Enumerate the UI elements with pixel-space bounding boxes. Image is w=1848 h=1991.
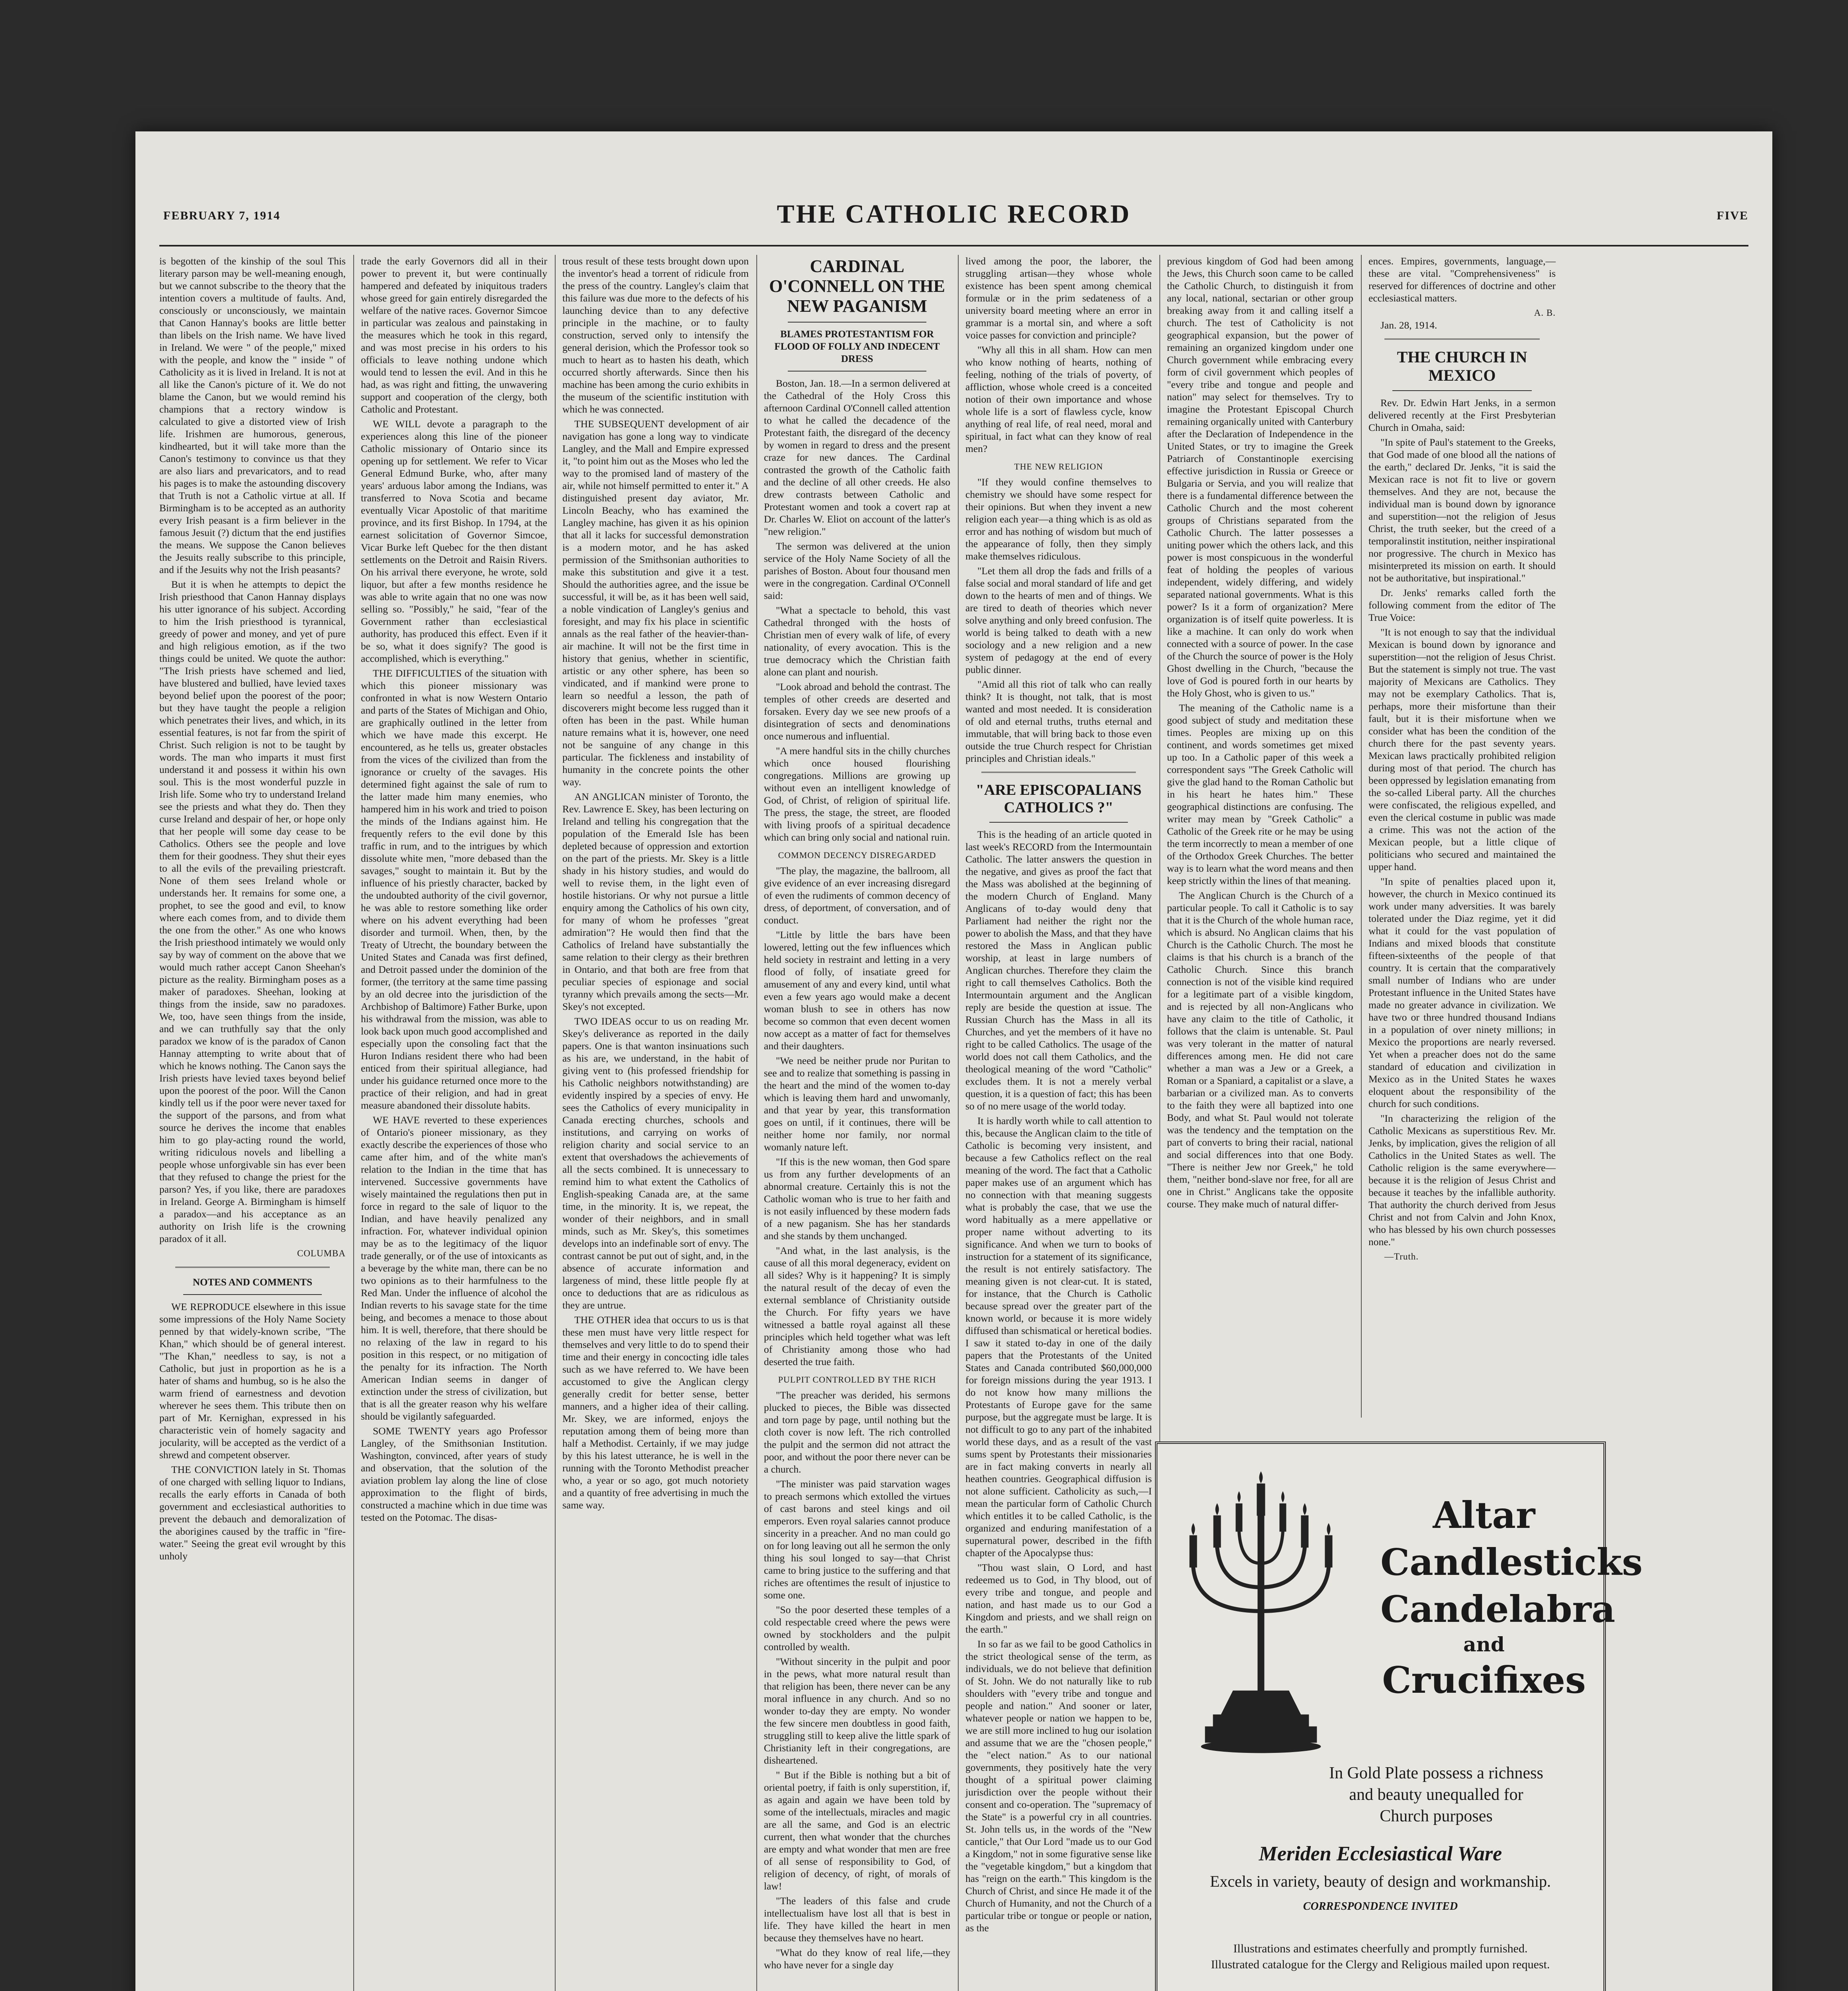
column-separator (1361, 255, 1362, 1418)
article-paragraph: Boston, Jan. 18.—In a sermon delivered at the Cathedral of the Holy Cross this afternoon Cardinal O'Connell called attention to what he called the decadence of the Protestant faith, the disregard of the decency by women in regard to dress and the present craze for new dances. The Cardinal contrasted the growth of the Catholic faith and the decline of all other creeds. He also drew contrasts between Catholic and Protestant women and took a covert rap at Dr. Charles W. Eliot on account of the latter's "new religion." (764, 377, 950, 537)
article-paragraph: "So the poor deserted these temples of a cold respectable creed where the pews were owned by stockholders and the pulpit controlled by wealth. (764, 1604, 950, 1653)
ad-line: and beauty unequalled for (1349, 1786, 1523, 1804)
article-paragraph: "What do they know of real life,—they who have never for a single day (764, 1947, 950, 1971)
signature: COLUMBA (297, 1248, 346, 1258)
article-paragraph: "Let them all drop the fads and frills of a false social and moral standard of life and get down to the hearts of men and of things. We are tired to death of theories which never solve anything and only breed confusion. The world is being talked to death with a new sociology and a new religion and a new system of pedagogy at the end of every public dinner. (965, 565, 1152, 675)
article-paragraph: "We need be neither prude nor Puritan to see and to realize that something is passing in the heart and the mind of the women to-day which is leaving them hard and unwomanly, and that year by year, this transformation goes on until, if it continues, there will be neither home nor family, nor normal womanly nature left. (764, 1055, 950, 1153)
ad-line: Church purposes (1380, 1807, 1493, 1825)
article-paragraph: WE REPRODUCE elsewhere in this issue some impressions of the Holy Name Society penned by that widely-known scribe, "The Khan," which should be of general interest. "The Khan," needless to say, is not a Catholic, but just in proportion as he is a hater of shams and humbug, so is he also the warm friend of earnestness and devotion wherever he sees them. This tribute then on part of Mr. Kernighan, expressed in his characteristic vein of homely sagacity and jocularity, will be accepted as the verdict of a shrewd and competent observer. (159, 1301, 346, 1461)
article-paragraph: THE OTHER idea that occurs to us is that these men must have very little respect for themselves and very little to do to spend their time and their energy in concocting idle tales such as we have referred to. We have been accustomed to give the Anglican clergy generally credit for better sense, better manners, and a higher idea of their calling. Mr. Skey, we are informed, enjoys the reputation among them of being more than half a Methodist. Certainly, if we may judge by this his latest utterance, he is well in the running with the Toronto Methodist preacher who, a year or so ago, got much notoriety and a quantity of free advertising in much the same way. (562, 1314, 749, 1511)
article-paragraph: The sermon was delivered at the union service of the Holy Name Society of all the parishes of Boston. About four thousand men were in the congregation. Cardinal O'Connell said: (764, 540, 950, 601)
issue-date: FEBRUARY 7, 1914 (163, 209, 281, 222)
divider (1384, 338, 1540, 341)
divider (788, 322, 926, 323)
column-separator (958, 255, 959, 1991)
column-7 (1368, 255, 1556, 1418)
article-paragraph: previous kingdom of God had been among the Jews, this Church soon came to be called the Catholic Church, to distinguish it from any local, national, sectarian or other group breaking away from it and calling itself a church. The test of Catholicity is not geographical expansion, but the power of remaining an organized kingdom under one Church government while embracing every form of civil government which peoples of "every tribe and tongue and people and nation" may select for themselves. Try to imagine the Protestant Episcopal Church remaining organically united with Canterbury after the Declaration of Independence in the United States, or try to imagine the Greek Patriarch of Constantinople exercising effective jurisdiction in Russia or Greece or Bulgaria or Servia, and you will realize that there is a fundamental difference between the Catholic Church and the most coherent groups of Christians separated from the Catholic Church. The latter possesses a uniting power which the others lack, and this power is most conspicuous in the wonderful feat of holding the peoples of various independent, widely differing, and widely separated national governments. What is this power? Is it a form of organization? Mere organization is of itself quite powerless. It is like a machine. It can only do work when connected with a source of power. In the case of the Church the source of power is the Holy Ghost dwelling in the Church, "because the love of God is poured forth in our hearts by the Holy Ghost, who is given to us." (1167, 255, 1353, 699)
column-5 (965, 255, 1152, 1991)
article-paragraph: Rev. Dr. Edwin Hart Jenks, in a sermon delivered recently at the First Presbyterian Church in Omaha, said: (1368, 397, 1556, 433)
divider (175, 1267, 330, 1269)
article-paragraph: is begotten of the kinship of the soul This literary parson may be well-meaning enough, but we cannot subscribe to the theory that the intention covers a multitude of faults. And, consciously or unconsciously, we maintain that Canon Hannay's books are little better than libels on the Irish name. We have lived in Ireland. We were " of the people," mixed with the people, and know the " inside " of Catholicity as it is lived in Ireland. It is not at all like the Canon's picture of it. We do not blame the Canon, but we would remind his champions that a rectory window is calculated to give a distorted view of Irish life. Irishmen are humorous, generous, kindhearted, but it will take more than the Canon's testimony to convince us that they are also liars and prevaricators, and to read his pages is to make the astounding discovery that Truth is not a Catholic virtue at all. If Birmingham is to be accepted as an authority every Irish peasant is a firm believer in the famous Jesuit (?) dictum that the end justifies the means. We suppose the Canon believes the Jesuits really subscribe to this principle, and if the Jesuits why not the Irish peasants? (159, 255, 346, 575)
headline: THE CHURCH IN MEXICO (1397, 348, 1527, 384)
subheadline: BLAMES PROTESTANTISM FOR FLOOD OF FOLLY AND INDECENT DRESS (774, 329, 940, 364)
article-paragraph: "The play, the magazine, the ballroom, all give evidence of an ever increasing disregard of even the rudiments of common decency of dress, of deportment, of conversation, and of conduct. (764, 865, 950, 926)
section-heading: NOTES AND COMMENTS (192, 1277, 313, 1288)
article-paragraph: "In characterizing the religion of the Catholic Mexicans as superstitious Rev. Mr. Jenks, by implication, gives the religion of all Catholics in the United States as well. The Catholic religion is the same everywhere—because it is the religion of Jesus Christ and because it teaches by the infallible authority. That authority the church derived from Jesus Christ and not from Calvin and John Knox, who has blessed by his own church possesses none." (1368, 1113, 1556, 1248)
divider (981, 772, 1136, 774)
divider (1392, 390, 1532, 391)
ad-line: CORRESPONDENCE INVITED (1303, 1900, 1458, 1913)
ad-line: Illustrations and estimates cheerfully and promptly furnished. (1233, 1942, 1528, 1955)
article-paragraph: "It is not enough to say that the individual Mexican is bound down by ignorance and superstition—not the religion of Jesus Christ. But the statement is simply not true. The vast majority of Mexicans are Catholics. They may not be exemplary Catholics. That is, perhaps, more their misfortune than their fault, but it is their misfortune when we consider what has been the condition of the church there for the past seventy years. Mexican laws practically prohibited religion during most of that period. The church has been oppressed by legislation emanating from the so-called Liberal party. All the churches were confiscated, the religious expelled, and even the clerical costume in public was made a crime. This was not the action of the Mexican people, but a little clique of politicians who secured and maintained the upper hand. (1368, 626, 1556, 872)
article-paragraph: "Amid all this riot of talk who can really think? It is thought, not talk, that is most wanted and most needed. It is consideration of old and eternal truths, truths eternal and immutable, that will bring back to those even outside the true Church respect for Christian principles and Christian ideals." (965, 679, 1152, 764)
ad-headline (1380, 1492, 1643, 1703)
ad-line: In Gold Plate possess a richness (1329, 1764, 1543, 1782)
article-paragraph: " But if the Bible is nothing but a bit of oriental poetry, if faith is only superstition, if, as again and again we have been told by some of the intellectuals, miracles and magic are all the same, and God is an electric current, then what wonder that the churches are empty and what wonder that men are free of all sense of responsibility to God, of religion of decency, of right, of morals of law! (764, 1769, 950, 1892)
column-4 (764, 255, 950, 1991)
ad-body (1277, 1762, 1595, 1827)
article-paragraph: "Without sincerity in the pulpit and poor in the pews, what more natural result than that religion has been, there never can be any moral influence in any church. And so no wonder to-day they are empty. No wonder the few sincere men doubtless in good faith, struggling still to keep alive the little spark of Christianity left in their congregations, are disheartened. (764, 1656, 950, 1766)
masthead-rule (159, 245, 1748, 246)
newspaper-title: THE CATHOLIC RECORD (777, 199, 1131, 229)
ad-details (1157, 1842, 1603, 1991)
article-paragraph: "A mere handful sits in the chilly churches which once housed flourishing congregations. Millions are growing up without even an intelligent knowledge of God, of Christ, of religion of spiritual life. The press, the stage, the street, are flooded with living proofs of a spiritual decadence which can bring only social and national ruin. (764, 745, 950, 843)
column-2 (361, 255, 547, 1991)
article-paragraph: SOME TWENTY years ago Professor Langley, of the Smithsonian Institution. Washington, convinced, after years of study and observation, that the solution of the aviation problem lay along the line of close approximation to the flight of birds, constructed a machine which in due time was tested on the Potomac. The disas- (361, 1425, 547, 1523)
article-paragraph: "Little by little the bars have been lowered, letting out the few influences which held society in restraint and letting in a very flood of folly, of insatiate greed for amusement of any and every kind, until what even a few years ago would make a decent woman blush to see in others has now become so common that even decent women now accept as a matter of fact for themselves and their daughters. (764, 929, 950, 1052)
article-paragraph: Dr. Jenks' remarks called forth the following comment from the editor of The True Voice: (1368, 587, 1556, 623)
ad-word: Candelabra (1380, 1588, 1615, 1631)
article-paragraph: "In spite of penalties placed upon it, however, the church in Mexico continued its work under many adversities. It was barely tolerated under the Diaz regime, yet it did what it could for the vast population of Indians and mixed bloods that constitute fifteen-sixteenths of the people of that country. It is certain that the comparatively small number of Indians who are under Protestant influence in the United States have made no greater advance in civilization. We have two or three hundred thousand Indians in a population of over ninety millions; in Mexico the proportions are nearly reversed. Yet when a preacher does not do the same standard of education and civilization in Mexico as in the United States he waxes eloquent about the responsibility of the church for such conditions. (1368, 876, 1556, 1109)
headline: "ARE EPISCOPALIANS CATHOLICS ?" (975, 782, 1142, 816)
article-paragraph: It is hardly worth while to call attention to this, because the Anglican claim to the title of Catholic is becoming very insistent, and because a few Catholics reflect on the real meaning of the word. The fact that a Catholic paper makes use of an argument which has no connection with that meaning suggests what is probably the case, that we use the word habitually as a mere appellative or proper name without adverting to its significance. And when we turn to books of instruction for a statement of its significance, the result is not entirely satisfactory. The meaning given is not clear-cut. It is stated, for instance, that the Church is Catholic because spread over the greater part of the known world, or because it is more widely diffused than schismatical or heretical bodies. I saw it stated to-day in one of the daily papers that the Protestants of the United States and Canada contributed $60,000,000 for foreign missions during the year 1913. I do not know how many millions the Protestants of Europe gave for the same purpose, but the aggregate must be large. It is not difficult to go to any part of the inhabited world these days, and as a result of the vast sums spent by Protestants their missionaries are in fact making converts in nearly all heathen countries. Geographical diffusion is not alone sufficient. Catholicity as such,—I mean the particular form of Catholic Church which entitles it to be called Catholic, is the organized and enduring manifestation of a supernatural power, described in the fifth chapter of the Apocalypse thus: (965, 1115, 1152, 1559)
article-paragraph: trous result of these tests brought down upon the inventor's head a torrent of ridicule from the press of the country. Langley's claim that this failure was due more to the defects of his launching device than to any defective principle in the machine, or to faulty construction, served only to intensify the general derision, which the Professor took so much to heart as to hasten his death, which occurred shortly afterwards. Since then his machine has been among the curio exhibits in the museum of the scientific institution with which he was connected. (562, 255, 749, 415)
article-paragraph: lived among the poor, the laborer, the struggling artisan—they whose whole existence has been spent among chemical formulæ or in the prim sedateness of a university board meeting where an error in grammar is a mortal sin, and where a soft voice passes for conviction and principle? (965, 255, 1152, 341)
article-paragraph: "In spite of Paul's statement to the Greeks, that God made of one blood all the nations of the earth," declared Dr. Jenks, "it is said the Mexican race is not fit to live or govern themselves. And they are not, because the individual man is bound down by ignorance and superstition—not the religion of Jesus Christ, the truth seeker, but the creed of a temporalinstit institution, neither inspirational nor progressive. The church in Mexico has misinterpreted its mission on earth. It should not be authoritative, but inspirational." (1368, 436, 1556, 584)
candelabra-illustration (1173, 1468, 1349, 1770)
article-paragraph: The Anglican Church is the Church of a particular people. To call it Catholic is to say that it is the Church of the whole human race, which is absurd. No Anglican claims that his Church is the Catholic Church. The most he claims is that his church is a branch of the Catholic Church. Since this branch connection is not of the visible kind required for a legitimate part of a visible kingdom, and is rejected by all non-Anglicans who have any claim to the title of Catholic, it follows that the claim is untenable. St. Paul was very tolerant in the matter of natural differences among men. He did not care whether a man was a Jew or a Greek, a Roman or a Spaniard, a capitalist or a slave, a barbarian or a civilized man. As to converts to the faith they were all baptized into one Body, and what St. Paul would not tolerate was the tendency and the temptation on the part of converts to bring their racial, national and social differences into that one Body. "There is neither Jew nor Greek," he told them, "neither bond-slave nor free, for all are one in Christ." Anglicans take the opposite course. They make much of natural differ- (1167, 890, 1353, 1210)
column-1 (159, 255, 346, 1991)
headline: CARDINAL O'CONNELL ON THE NEW PAGANISM (769, 256, 945, 316)
article-paragraph: "If they would confine themselves to chemistry we should have some respect for their opinions. But when they invent a new religion each year—a thing which is as old as error and has nothing of wisdom but much of the appearance of folly, then they simply make themselves ridiculous. (965, 476, 1152, 562)
article-paragraph: WE HAVE reverted to these experiences of Ontario's pioneer missionary, as they exactly describe the experiences of those who came after him, and of the white man's relation to the Indian in the time that has intervened. Successive governments have wisely maintained the regulations then put in force in regard to the sale of liquor to the Indian, and have heavily penalized any infraction. For, whatever individual opinion may be as to the legitimacy of the liquor trade generally, or of the use of intoxicants as a beverage by the white man, there can be no two opinions as to their harmfulness to the Red Man. Under the influence of alcohol the Indian reverts to his savage state for the time being, and becomes a menace to those about him. It is well, therefore, that there should be no relaxing of the law in regard to his position in this respect, or no mitigation of the penalty for its infraction. The North American Indian seems in danger of extinction under the stress of civilization, but that is all the greater reason why his welfare should be vigilantly safeguarded. (361, 1114, 547, 1422)
section-label: THE NEW RELIGION (1014, 462, 1103, 471)
article-paragraph: THE DIFFICULTIES of the situation with which this pioneer missionary was confronted in what is now Western Ontario and parts of the States of Michigan and Ohio, are graphically outlined in the letter from which we have made this excerpt. He encountered, as he tells us, greater obstacles from the vices of the civilized than from the ignorance or cruelty of the savages. His determined fight against the sale of rum to the latter made him many enemies, who hampered him in his work and tried to poison the minds of the Indians against him. He frequently refers to the evil done by this traffic in rum, and to the intrigues by which dissolute white men, "more debased than the savages," sought to maintain it. But by the influence of his priestly character, backed by the undoubted authority of the civil governor, he was able to restore something like order where on his advent everything had been disorder and turmoil. When, then, by the Treaty of Utrecht, the boundary between the United States and Canada was first defined, and Detroit passed under the dominion of the former, (the territory at the same time passing by an old decree into the jurisdiction of the Archbishop of Baltimore) Father Burke, upon his withdrawal from the mission, was able to look back upon much good accomplished and especially upon the consoling fact that the Huron Indians resident there who had been enticed from their spiritual allegiance, had under his guidance returned once more to the practice of their religion, and had in great measure abandoned their dissolute habits. (361, 667, 547, 1111)
article-paragraph: WE WILL devote a paragraph to the experiences along this line of the pioneer Catholic missionary of Ontario since its opening up for settlement. We refer to Vicar General Edmund Burke, who, after many years' arduous labor among the Indians, was transferred to Nova Scotia and became eventually Vicar Apostolic of that maritime province, and its first Bishop. In 1794, at the earnest solicitation of Governor Simcoe, Vicar Burke left Quebec for the then distant settlements on the Detroit and Raisin Rivers. On his arrival there everyone, he wrote, sold liquor, but after a few months residence he was able to write again that no one was now selling so. "Possibly," he said, "fear of the Government rather than ecclesiastical authority, has produced this effect. Even if it be so, what it does signify? The good is accomplished, which is everything." (361, 418, 547, 664)
article-paragraph: AN ANGLICAN minister of Toronto, the Rev. Lawrence E. Skey, has been lecturing on Ireland and telling his congregation that the population of the Emerald Isle has been depleted because of oppression and extortion on the part of the priests. Mr. Skey is a little shady in his history studies, and would do well to revise them, in the light even of hostile historians. Or why not pursue a little enquiry among the Catholics of his own city, for many of whom he professes "great admiration"? He would then find that the Catholics of Ireland have substantially the same relation to their clergy as their brethren in Ontario, and that both are free from that peculiar species of espionage and social tyranny which prevails among the sects—Mr. Skey's not excepted. (562, 791, 749, 1012)
article-paragraph: TWO IDEAS occur to us on reading Mr. Skey's deliverance as reported in the daily papers. One is that wanton insinuations such as his are, we understand, in the habit of giving vent to (his professed friendship for his Catholic neighbors notwithstanding) are evidently inspired by a species of envy. He sees the Catholics of every municipality in Canada erecting churches, schools and institutions, and carrying on works of religion charity and social service to an extent that overshadows the achievements of all the sects combined. It is unnecessary to remind him to what extent the Catholics of English-speaking Canada are, at the same time, in the minority. It is, we repeat, the wonder of their neighbors, and in small minds, such as Mr. Skey's, this sometimes develops into an indefinable sort of envy. The contrast cannot be put out of sight, and, in the absence of accurate information and largeness of mind, these little people fly at once to deductions that are as ridiculous as they are untrue. (562, 1015, 749, 1311)
article-paragraph: "What a spectacle to behold, this vast Cathedral thronged with the hosts of Christian men of every walk of life, of every nationality, of every avocation. This is the true democracy which the Christian faith alone can plant and nourish. (764, 604, 950, 678)
article-paragraph: In so far as we fail to be good Catholics in the strict theological sense of the term, as individuals, we do not believe that definition of St. John. We do not naturally like to rub shoulders with "every tribe and tongue and people and nation." And sooner or later, whatever people or nation we happen to be, we are still more inclined to hug our isolation and assume that we are the "chosen people," the "elect nation." As to our national governments, they positively hate the very thought of a spiritual power claiming jurisdiction over the people without their consent and co-operation. The "supremacy of the State" is a powerful cry in all countries. St. John tells us, in the words of the "New canticle," that Our Lord "made us to our God a Kingdom," not in some figurative sense like the "vegetable kingdom," but a kingdom that has "reign on the earth." This kingdom is the Church of Christ, and since He made it of the Church of Humanity, and not the Church of a particular tribe or tongue or people or nation, as the (965, 1638, 1152, 1934)
section-label: PULPIT CONTROLLED BY THE RICH (778, 1375, 936, 1385)
source-credit: —Truth. (1384, 1252, 1419, 1261)
column-separator (756, 255, 757, 1991)
dateline: Jan. 28, 1914. (1380, 319, 1437, 331)
section-label: COMMON DECENCY DISREGARDED (778, 850, 936, 860)
article-paragraph: The meaning of the Catholic name is a good subject of study and meditation these times. Peoples are mixing up on this continent, and words sometimes get mixed up too. In a Catholic paper of this week a correspondent says "The Greek Catholic will give the glad hand to the Roman Catholic but in his heart he hates him." These geographical distinctions are confusing. The writer may mean by "Greek Catholic" a Catholic of the Greek rite or he may be using the term incorrectly to mean a member of one of the Orthodox Greek Churches. The better way is to learn what the word means and then keep strictly within the lines of that meaning. (1167, 702, 1353, 886)
divider (788, 371, 926, 372)
divider (989, 822, 1128, 823)
article-paragraph: "And what, in the last analysis, is the cause of all this moral degeneracy, evident on all sides? Why is it happening? It is simply the natural result of the decay of even the external semblance of Christianity outside the Church. For fifty years we have witnessed a battle royal against all these principles which held together what was left of Christianity among those who had deserted the true faith. (764, 1245, 950, 1367)
candlesticks-advertisement (1155, 1441, 1643, 1991)
ad-word: Altar (1433, 1494, 1535, 1537)
article-paragraph: "Why all this in all sham. How can men who know nothing of hearts, nothing of feeling, nothing of the trials of poverty, of affliction, whose whole creed is a conceited notion of their own importance and whose whole life is a sort of flawless cycle, know anything of real life, of real need, moral and spiritual, in fact what can they know of real men? (965, 344, 1152, 454)
article-paragraph: "The minister was paid starvation wages to preach sermons which extolled the virtues of cast barons and steel kings and oil emperors. Even royal salaries cannot produce sincerity in a preacher. And no man could go on for long leaving out all he sermon the only thing his soul longed to say—that Christ came to bring justice to the suffering and that riches are oftentimes the result of injustice to some one. (764, 1478, 950, 1601)
article-paragraph: "The preacher was derided, his sermons plucked to pieces, the Bible was dissected and torn page by page, until nothing but the cloth cover is now left. The rich controlled the pulpit and the sermon did not attract the poor, and without the poor there never can be a church. (764, 1389, 950, 1475)
divider (183, 1294, 322, 1295)
article-paragraph: THE SUBSEQUENT development of air navigation has gone a long way to vindicate Langley, and the Mall and Empire expressed it, "to point him out as the Moses who led the way to the promised land of mastery of the air, while not himself permitted to enter it." A distinguished present day aviator, Mr. Lincoln Beachy, who has examined the Langley machine, has given it as his opinion that all it lacks for successful demonstration is a modern motor, and he has asked permission of the Smithsonian authorities to make this substitution and give it a test. Should the authorities agree, and the issue be successful, it will be, as it has been well said, a noble vindication of Langley's genius and foresight, and may fix his place in scientific annals as the real father of the heavier-than-air machine. It will not be the first time in history that genius, whether in scientific, artistic or any other sphere, has been so vindicated, and if mankind were prone to learn so needful a lesson, the path of discoverers might become less rugged than it often has been in the past. While human nature remains what it is, however, one need not be sanguine of any change in this particular. The fickleness and instability of humanity in the concrete points the other way. (562, 418, 749, 788)
column-3 (562, 255, 749, 1991)
article-paragraph: "Look abroad and behold the contrast. The temples of other creeds are deserted and forsaken. Every day we see new proofs of a disintegration of sects and denominations once numerous and influential. (764, 681, 950, 742)
article-paragraph: "Thou wast slain, O Lord, and hast redeemed us to God, in Thy blood, out of every tribe and tongue, and people and nation, and hast made us to our God a Kingdom and priests, and we shall reign on the earth." (965, 1562, 1152, 1635)
article-paragraph: ences. Empires, governments, language,—these are vital. "Comprehensiveness" is reserved for differences of doctrine and other ecclesiastical matters. (1368, 255, 1556, 304)
newspaper-page (135, 131, 1772, 1991)
article-paragraph: trade the early Governors did all in their power to prevent it, but were continually hampered and defeated by iniquitous traders whose greed for gain entirely disregarded the welfare of the native races. Governor Simcoe in particular was zealous and painstaking in the measures which he took in this regard, and was most precise in his orders to his officials to leave nothing undone which would tend to lessen the evil. And in this he had, as was right and fitting, the unwavering support and cooperation of the clergy, both Catholic and Protestant. (361, 255, 547, 415)
ad-word: Candlesticks (1380, 1541, 1643, 1584)
article-paragraph: "If this is the new woman, then God spare us from any further developments of an abnormal creature. Certainly this is not the Catholic woman who is true to her faith and is not easily influenced by these modern fads of a new paganism. She has her standards and she stands by them unchanged. (764, 1156, 950, 1242)
ad-line: Illustrated catalogue for the Clergy and Religious mailed upon request. (1211, 1958, 1550, 1971)
article-paragraph: THE CONVICTION lately in St. Thomas of one charged with selling liquor to Indians, recalls the early efforts in Canada of both government and ecclesiastical authorities to prevent the debauch and demoralization of the aborigines caused by the traffic in "fire-water." Seeing the great evil wrought by this unholy (159, 1464, 346, 1562)
masthead (135, 191, 1772, 239)
article-paragraph: "The leaders of this false and crude intellectualism have lost all that is best in life. They have killed the heart in men because they themselves have no heart. (764, 1895, 950, 1944)
ad-word: Crucifixes (1382, 1659, 1586, 1702)
article-paragraph: This is the heading of an article quoted in last week's RECORD from the Intermountain Catholic. The latter answers the question in the negative, and gives as proof the fact that the Mass was abolished at the beginning of the modern Church of England. Many Anglicans of to-day would deny that Parliament had neither the right nor the power to abolish the Mass, and that they have restored the Mass in Anglican public worship, at least in large numbers of Anglican churches. Therefore they claim the right to call themselves Catholics. Both the Intermountain argument and the Anglican reply are beside the question at issue. The Russian Church has the Mass in all its Churches, and yet the members of it have no right to be called Catholics. The usage of the world does not call them Catholics, and the theological meaning of the word "Catholic" excludes them. It is not a merely verbal question, it is a question of fact; this has been so of no mere usage of the world today. (965, 829, 1152, 1112)
article-paragraph: But it is when he attempts to depict the Irish priesthood that Canon Hannay displays his utter ignorance of his subject. According to him the Irish priesthood is tyrannical, greedy of power and money, and yet of pure and high religious emotion, as if the two things could be united. We quote the author: "The Irish priests have schemed and lied, have blustered and bullied, have levied taxes beyond belief upon the poorest of the poor; but they have taught the people a religion which penetrates their lives, and which, in its essential features, is not far from the spirit of Christ. Such religion is not to be taught by words. The man who imparts it must first understand it and possess it within his own soul. This is the most wonderful puzzle in Irish life. Some who try to understand Ireland see the priests and what they do. Then they curse Ireland and despair of her, or hope only that her people will some day cease to be Catholics. Others see the people and love them for their goodness. They shut their eyes to all the evils of the prevailing priestcraft. None of them sees Ireland whole or understands her. It remains for some one, a prophet, to see the good and evil, to know where each comes from, and to divide them the one from the other." As one who knows the Irish priesthood intimately we would only say by way of comment on the above that we would much rather accept Canon Sheehan's picture as the reality. Birmingham poses as a maker of paradoxes. Sheehan, looking at things from the inside, saw no paradoxes. We, too, have seen things from the inside, and we can truthfully say that the only paradox we know of is the paradox of Canon Hannay attempting to write about that of which he knows nothing. The Canon says the Irish priests have levied taxes beyond belief upon the poorest of the poor. Will the Canon kindly tell us if the poor were never taxed for the support of the parsons, and from what source he derives the income that enables him to go play-acting round the world, writing ridiculous novels and libelling a people whose unforgivable sin has ever been that they refused to change the priest for the parson? Yes, if you like, there are paradoxes in Ireland. George A. Birmingham is himself a paradox—and his acceptance as an authority on Irish life is the crowning paradox of it all. (159, 579, 346, 1244)
signature: A. B. (1534, 308, 1556, 318)
column-separator (555, 255, 556, 1991)
brand-name: Meriden Ecclesiastical Ware (1259, 1842, 1502, 1865)
column-6 (1167, 255, 1353, 1418)
column-separator (353, 255, 354, 1991)
ad-line: Excels in variety, beauty of design and workmanship. (1210, 1872, 1551, 1890)
ad-word: and (1463, 1633, 1505, 1656)
page-number: FIVE (1717, 209, 1748, 222)
